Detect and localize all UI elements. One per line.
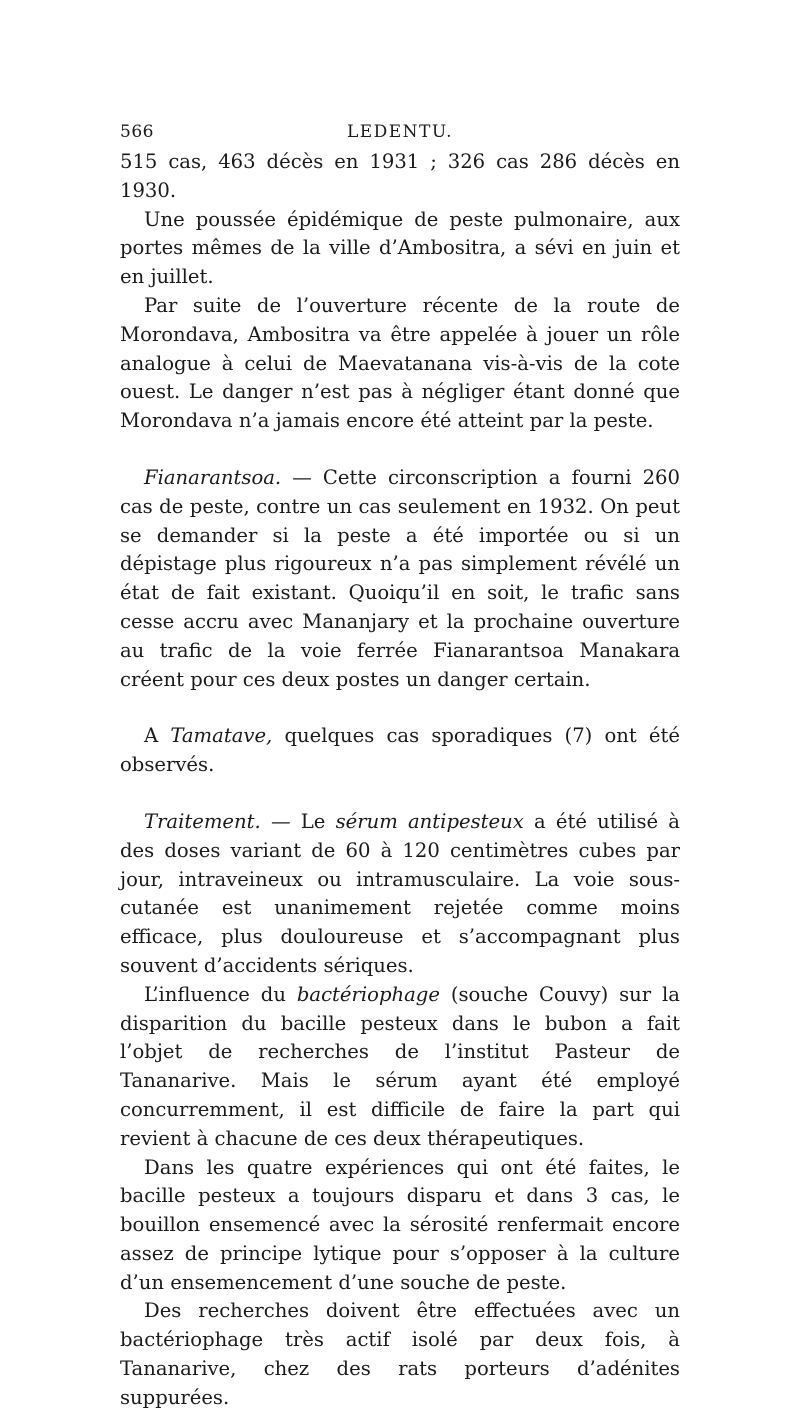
section-gap	[120, 436, 680, 464]
paragraph-recherches: Des recherches doivent être effectuées avec un bactériophage très actif isolé par deux fois, à Tananarive, chez des rats porteurs d’adénites suppurées.	[120, 1299, 680, 1409]
fianarantsoa-text: — Cette circonscription a fourni 260 cas de peste, contre un cas seulement en 1932. On peut se demander si la peste a été importée ou si un dépistage plus rigoureux n’a pas simplement révélé un état de fait existant. Quoiqu’il en soit, le trafic sans cesse accru avec Mananjary et la prochaine ouverture au trafic de la voie ferrée Fianarantsoa Manakara créent pour ces deux postes un danger certain.	[120, 465, 680, 691]
page-body	[120, 148, 680, 1413]
paragraph-bacteriophage	[120, 981, 680, 1154]
section-title-traitement: Traitement.	[144, 809, 261, 833]
paragraph-experiences: Dans les quatre expériences qui ont été faites, le bacille pesteux a toujours disparu et dans 3 cas, le bouillon ensemencé avec la sérosité renfermait encore assez de principe lytique pour s’opposer à la culture d’un ensemencement d’une souche de peste.	[120, 1155, 680, 1294]
bacteriophage-prefix: L’influence du	[144, 982, 297, 1006]
paragraph-morondava-road: Par suite de l’ouverture récente de la route de Morondava, Ambositra va être appelée à jouer un rôle analogue à celui de Maevatanana vis-à-vis de la cote ouest. Le danger n’est pas à négliger étant donné que Morondava n’a jamais encore été atteint par la peste.	[120, 293, 680, 433]
paragraph-tamatave	[120, 722, 680, 780]
section-gap	[120, 694, 680, 722]
term-serum-antipesteux: sérum antipesteux	[335, 809, 524, 833]
place-tamatave: Tamatave,	[170, 724, 273, 748]
traitement-connector: — Le	[260, 809, 336, 833]
term-bacteriophage: bactériophage	[296, 982, 440, 1006]
paragraph-stats: 515 cas, 463 décès en 1931 ; 326 cas 286 décès en 1930.	[120, 150, 680, 202]
paragraph-fianarantsoa	[120, 464, 680, 694]
traitement-text: a été utilisé à des doses variant de 60 à 120 centimètres cubes par jour, intraveineux ou intramusculaire. La voie sous-cutanée est unanimement rejetée comme moins efficace, plus douloureuse et s’accompagnant plus souvent d’accidents sériques.	[120, 809, 680, 977]
tamatave-text: quelques cas sporadiques (7) ont été observés.	[120, 724, 680, 777]
page-header	[120, 118, 680, 142]
bacteriophage-text: (souche Couvy) sur la disparition du bacille pesteux dans le bubon a fait l’objet de recherches de l’institut Pasteur de Tananarive. Mais le sérum ayant été employé concurremment, il est difficile de faire la part qui revient à chacune de ces deux thérapeutiques.	[120, 982, 680, 1150]
paragraph-ambositra-outbreak: Une poussée épidémique de peste pulmonaire, aux portes mêmes de la ville d’Ambositra, a sévi en juin et en juillet.	[120, 207, 680, 289]
running-head: LEDENTU.	[346, 122, 454, 142]
page-number: 566	[120, 122, 154, 142]
paragraph-traitement	[120, 808, 680, 981]
tamatave-prefix: A	[144, 724, 171, 748]
section-title-fianarantsoa: Fianarantsoa.	[144, 465, 282, 489]
section-gap	[120, 780, 680, 808]
